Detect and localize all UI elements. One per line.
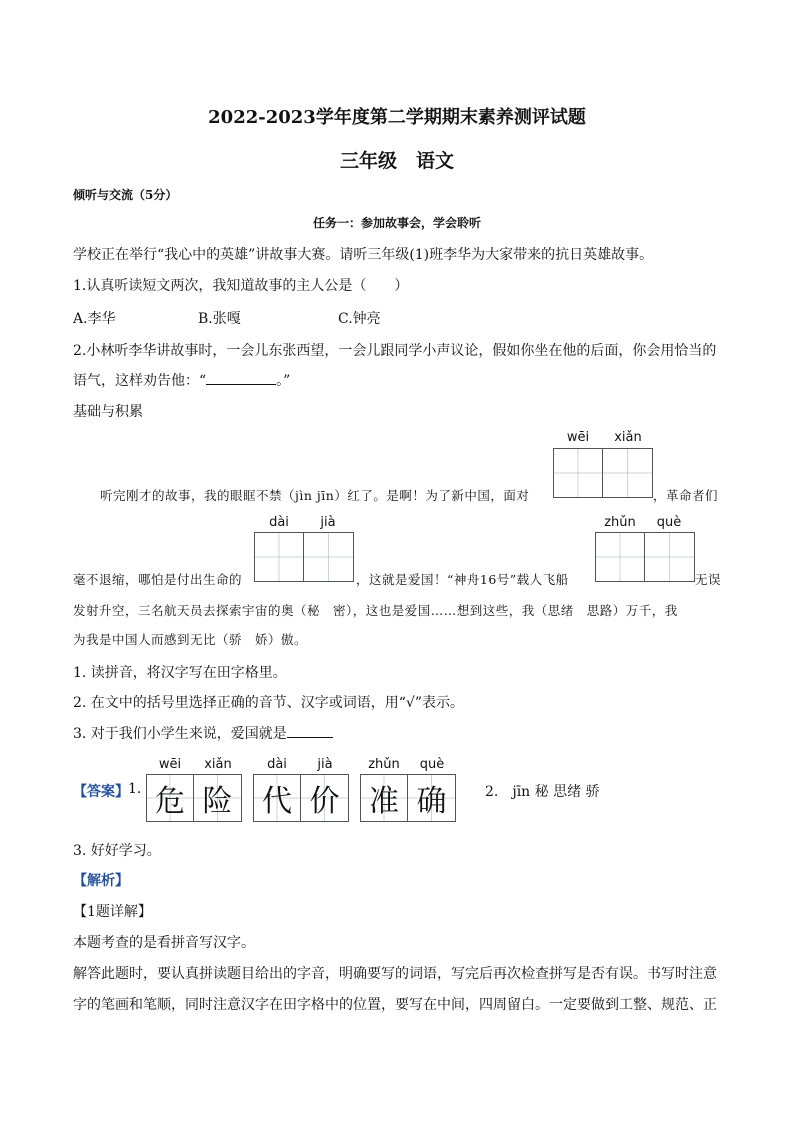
pinyin-wei: wēi (566, 430, 590, 445)
tianzige-group-2 (254, 532, 354, 582)
option-b: B.张嘎 (198, 311, 241, 327)
page-title: 2022-2023学年度第二学期期末素养测评试题 (208, 107, 586, 128)
instruction-1: 1. 读拼音，将汉字写在田字格里。 (73, 665, 287, 681)
question-1: 1.认真听读短文两次，我知道故事的主人公是（ ） (73, 278, 409, 294)
analysis-paragraph-1: 本题考查的是看拼音写汉字。 (73, 935, 255, 951)
pinyin-zhun: zhǔn (604, 515, 636, 530)
passage-line-1b: ，革命者们 (653, 488, 719, 503)
page-subtitle: 三年级 语文 (339, 150, 454, 172)
question-2-line2 (73, 370, 290, 390)
instruction-3-text: 3. 对于我们小学生来说，爱国就是 (73, 726, 287, 742)
passage-line-2a: 毫不退缩，哪怕是付出生命的 (73, 572, 243, 587)
writing-cell[interactable] (553, 448, 603, 498)
answer-pinyin: xiǎn (204, 757, 232, 772)
answer-grid-3 (360, 774, 456, 822)
answer-pinyin: wēi (158, 757, 182, 772)
writing-cell[interactable] (603, 448, 653, 498)
pinyin-xian: xiǎn (614, 430, 642, 445)
pinyin-dai: dài (269, 515, 289, 530)
passage-line-2c: 无误 (695, 572, 722, 587)
option-c: C.钟亮 (338, 311, 381, 327)
answer-char: 代 (253, 774, 301, 822)
analysis-paragraph-2-line1: 解答此题时，要认真拼读题目给出的字音，明确要写的词语，写完后再次检查拼写是否有误。书写时注意 (73, 966, 717, 982)
writing-cell[interactable] (645, 532, 695, 582)
writing-cell[interactable] (254, 532, 304, 582)
answer-char: 险 (194, 774, 242, 822)
option-a: A.李华 (73, 311, 116, 327)
answer-char: 价 (301, 774, 349, 822)
answer-item-2: 2. jīn 秘 思绪 骄 (485, 784, 600, 800)
answer-item-3: 3. 好好学习。 (73, 843, 161, 859)
pinyin-jia: jià (320, 515, 336, 530)
answer-grid-2 (253, 774, 349, 822)
answer-grid-1 (146, 774, 242, 822)
question-2-end: 。” (276, 373, 291, 389)
passage-line-3: 发射升空，三名航天员去探索宇宙的奥（秘 密），这也是爱国……想到这些，我（思绪 思路）万千，我 (73, 603, 678, 618)
answer-pinyin: jià (317, 757, 333, 772)
answer-pinyin: zhǔn (368, 757, 400, 772)
intro-text: 学校正在举行“我心中的英雄”讲故事大赛。请听三年级(1)班李华为大家带来的抗日英雄故事。 (73, 247, 654, 263)
tianzige-group-1 (553, 448, 653, 498)
analysis-paragraph-2-line2: 字的笔画和笔顺，同时注意汉字在田字格中的位置，要写在中间，四周留白。一定要做到工整、规范、正 (73, 997, 717, 1013)
analysis-subheading: 【1题详解】 (73, 904, 152, 920)
passage-line-4: 为我是中国人而感到无比（骄 娇）傲。 (73, 632, 308, 647)
instruction-3 (73, 723, 333, 743)
answer-char: 准 (360, 774, 408, 822)
section-heading-listening: 倾听与交流（5分） (73, 188, 178, 202)
passage-line-1a: 听完刚才的故事，我的眼眶不禁（jìn jīn）红了。是啊！为了新中国，面对 (100, 488, 530, 503)
answer-pinyin: què (419, 757, 445, 772)
answer-label: 【答案】 (73, 784, 129, 800)
answer-item-1-number: 1. (128, 781, 142, 797)
answer-blank[interactable] (206, 384, 276, 385)
analysis-label: 【解析】 (73, 873, 129, 889)
answer-pinyin: dài (267, 757, 287, 772)
answer-char: 确 (408, 774, 456, 822)
writing-cell[interactable] (595, 532, 645, 582)
pinyin-que: què (656, 515, 682, 530)
question-2-text: 语气，这样劝告他：“ (73, 373, 207, 389)
answer-blank[interactable] (287, 737, 333, 738)
passage-line-2b: ，这就是爱国！“神舟16号”载人飞船 (356, 572, 569, 587)
writing-cell[interactable] (304, 532, 354, 582)
answer-char: 危 (146, 774, 194, 822)
tianzige-group-3 (595, 532, 695, 582)
question-2-line1: 2.小林听李华讲故事时，一会儿东张西望，一会儿跟同学小声议论，假如你坐在他的后面，你会用恰当的 (73, 343, 717, 359)
section-heading-basics: 基础与积累 (73, 404, 143, 420)
instruction-2: 2. 在文中的括号里选择正确的音节、汉字或词语，用“√”表示。 (73, 695, 465, 711)
task-heading: 任务一：参加故事会，学会聆听 (312, 216, 481, 230)
